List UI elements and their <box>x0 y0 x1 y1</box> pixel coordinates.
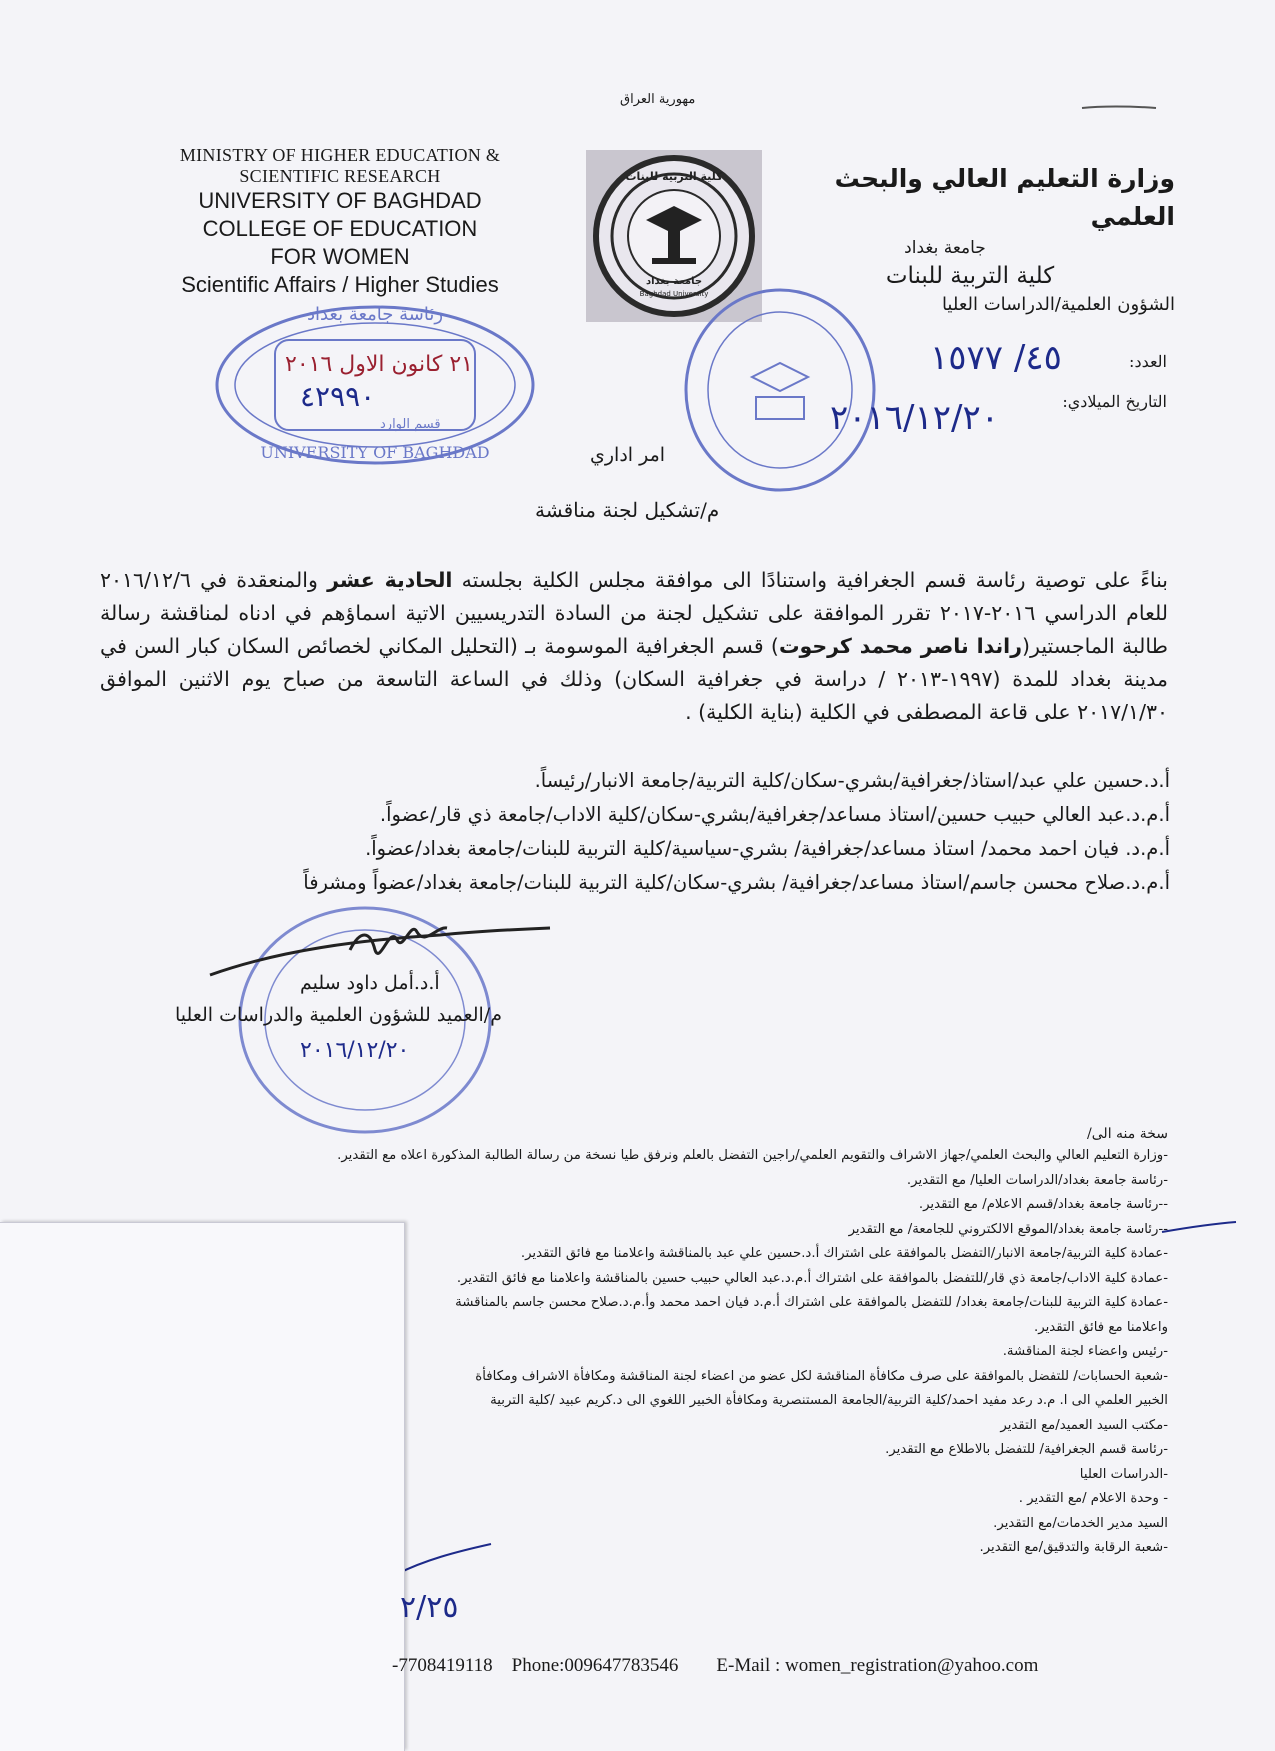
list-item: -رئيس واعضاء لجنة المناقشة. <box>1002 1344 1168 1359</box>
student-name: راندا ناصر محمد كرحوت <box>778 634 1023 658</box>
list-item: --رئاسة جامعة بغداد/قسم الاعلام/ مع التقدير. <box>918 1197 1168 1212</box>
list-item: -رئاسة جامعة بغداد/الدراسات العليا/ مع التقدير. <box>906 1172 1168 1188</box>
list-item: واعلامنا مع فائق التقدير. <box>1034 1319 1168 1335</box>
list-item: - وحدة الاعلام /مع التقدير . <box>1018 1491 1168 1506</box>
committee-members <box>70 764 1170 900</box>
list-item: -رئاسة قسم الجغرافية/ للتفضل بالاطلاع مع التقدير. <box>885 1442 1168 1457</box>
ministry-en-line1: MINISTRY OF HIGHER EDUCATION & <box>179 145 501 165</box>
list-item: أ.م.د.صلاح محسن جاسم/استاذ مساعد/جغرافية/ بشري-سكان/كلية التربية للبنات/جامعة بغداد/عضواً ومشرفاً <box>303 871 1170 894</box>
department-ar: الشؤون العلمية/الدراسات العليا <box>941 294 1175 315</box>
university-en: UNIVERSITY OF BAGHDAD <box>198 188 482 213</box>
list-item: السيد مدير الخدمات/مع التقدير. <box>993 1515 1168 1531</box>
college-logo <box>586 150 762 322</box>
list-item: الخبير العلمي الى ا. م.د رعد مفيد احمد/كلية التربية/الجامعة المستنصرية ومكافأة الخبير اللغوي الى د.كريم عبيد /كلية التربية <box>490 1393 1168 1408</box>
college-logo-icon <box>586 150 762 322</box>
handwritten-note: ٢/٢٥ <box>400 1590 459 1625</box>
body-part-3: ) قسم الجغرافية الموسومة بـ (التحليل المكاني لخصائص السكان كبار السن في مدينة بغداد للمدة (١٩٩٧-٢٠١٣ / دراسة في جغرافية السكان) وذلك في الساعة التاسعة من صباح يوم الاثنين الموافق ٢٠١٧/١/٣٠ على قاعة المصطفى في الكلية (بناية الكلية) . <box>100 634 1168 724</box>
list-item: -وزارة التعليم العالي والبحث العلمي/جهاز الاشراف والتقويم العلمي/راجين التفضل بالعلم ونرفق طيا نسخة من رسالة الطالبة المذكورة اعلاه مع التقدير. <box>337 1148 1168 1163</box>
signatory-name: أ.د.أمل داود سليم <box>300 972 440 994</box>
overlapping-paper <box>0 1222 405 1751</box>
date-label: التاريخ الميلادي: <box>1062 392 1167 411</box>
date-value: ٢٠١٦/١٢/٢٠ <box>830 398 1000 438</box>
signatory-title: م/العميد للشؤون العلمية والدراسات العليا <box>175 1004 502 1026</box>
stamp-number: ٤٢٩٩٠ <box>300 380 376 413</box>
list-item: -الدراسات العليا <box>1079 1466 1168 1482</box>
list-item: -عمادة كلية الاداب/جامعة ذي قار/للتفضل بالموافقة على اشتراك أ.م.د.عبد العالي حبيب حسين بالمناقشة واعلامنا مع فائق التقدير. <box>456 1270 1168 1286</box>
svg-text:كلية التربية للبنات: كلية التربية للبنات <box>625 170 723 183</box>
number-label: العدد: <box>1129 352 1167 371</box>
signature-date: ٢٠١٦/١٢/٢٠ <box>300 1038 410 1063</box>
college-en-line2: FOR WOMEN <box>270 244 410 269</box>
number-value: ٤٥/ ١٥٧٧ <box>930 338 1062 378</box>
ink-tick-icon <box>1160 1218 1240 1238</box>
subject-line: م/تشكيل لجنة مناقشة <box>535 498 720 522</box>
body-part-1: بناءً على توصية رئاسة قسم الجغرافية واستنادًا الى موافقة مجلس الكلية بجلسته <box>452 568 1169 592</box>
department-en: Scientific Affairs / Higher Studies <box>181 272 499 297</box>
svg-text:جامعة بغداد: جامعة بغداد <box>645 276 703 287</box>
ink-line-icon <box>395 1540 495 1580</box>
svg-text:رئاسة جامعة بغداد: رئاسة جامعة بغداد <box>306 304 444 325</box>
list-item: -عمادة كلية التربية/جامعة الانبار/التفضل بالموافقة على اشتراك أ.د.حسين علي عبد بالمناقشة واعلامنا مع فائق التقدير. <box>520 1246 1168 1261</box>
list-item: --رئاسة جامعة بغداد/الموقع الالكتروني للجامعة/ مع التقدير <box>848 1221 1168 1237</box>
stamp-sub: قسم الوارد <box>380 417 441 432</box>
university-ar: جامعة بغداد <box>904 238 986 258</box>
list-item: -مكتب السيد العميد/مع التقدير <box>1000 1417 1168 1433</box>
list-item: -شعبة الرقابة والتدقيق/مع التقدير. <box>979 1540 1168 1555</box>
list-item: -شعبة الحسابات/ للتفضل بالموافقة على صرف مكافأة المناقشة لكل عضو من اعضاء لجنة المناقشة ومكافأة الاشراف ومكافأة <box>475 1368 1168 1384</box>
body-paragraph <box>100 564 1168 729</box>
svg-text:Baghdad University: Baghdad University <box>639 290 709 298</box>
ink-mark-icon <box>1080 98 1160 118</box>
copies-title: سخة منه الى/ <box>1087 1126 1168 1142</box>
signature-icon <box>200 910 560 980</box>
footer-contact: -7708419118 Phone:009647783546 E-Mail : women_registration@yahoo.com <box>392 1655 1039 1676</box>
ministry-ar: وزارة التعليم العالي والبحث العلمي <box>834 164 1175 231</box>
session-number: الحادية عشر <box>327 568 453 592</box>
list-item: أ.م.د.عبد العالي حبيب حسين/استاذ مساعد/جغرافية/بشري-سكان/كلية الاداب/جامعة ذي قار/عضواً. <box>379 803 1170 826</box>
list-item: أ.م.د. فيان احمد محمد/ استاذ مساعد/جغرافية/ بشري-سياسية/كلية التربية للبنات/جامعة بغداد/عضواً. <box>365 837 1170 860</box>
body-part-2: والمنعقدة في ٢٠١٦/١٢/٦ للعام الدراسي ٢٠١٦-٢٠١٧ تقرر الموافقة على تشكيل لجنة من السادة التدريسيين الاتية اسماؤهم في ادناه لمناقشة رسالة طالبة الماجستير( <box>100 568 1168 658</box>
stamp-date: ٢١ كانون الاول ٢٠١٦ <box>285 352 473 377</box>
list-item: أ.د.حسين علي عبد/استاذ/جغرافية/بشري-سكان/كلية التربية/جامعة الانبار/رئيساً. <box>534 769 1170 792</box>
list-item: -عمادة كلية التربية للبنات/جامعة بغداد/ للتفضل بالموافقة على اشتراك أ.م.د فيان احمد محمد وأ.م.د.صلاح محسن جاسم بالمناقشة <box>455 1295 1168 1310</box>
order-title: امر اداري <box>590 444 666 466</box>
republic-header: مهورية العراق <box>620 92 696 107</box>
college-en-line1: COLLEGE OF EDUCATION <box>202 216 478 241</box>
english-letterhead <box>150 145 530 299</box>
college-ar: كلية التربية للبنات <box>885 263 1055 289</box>
ministry-en-line2: SCIENTIFIC RESEARCH <box>239 166 441 186</box>
svg-text:UNIVERSITY OF BAGHDAD: UNIVERSITY OF BAGHDAD <box>260 443 490 462</box>
arabic-letterhead <box>795 160 1175 318</box>
